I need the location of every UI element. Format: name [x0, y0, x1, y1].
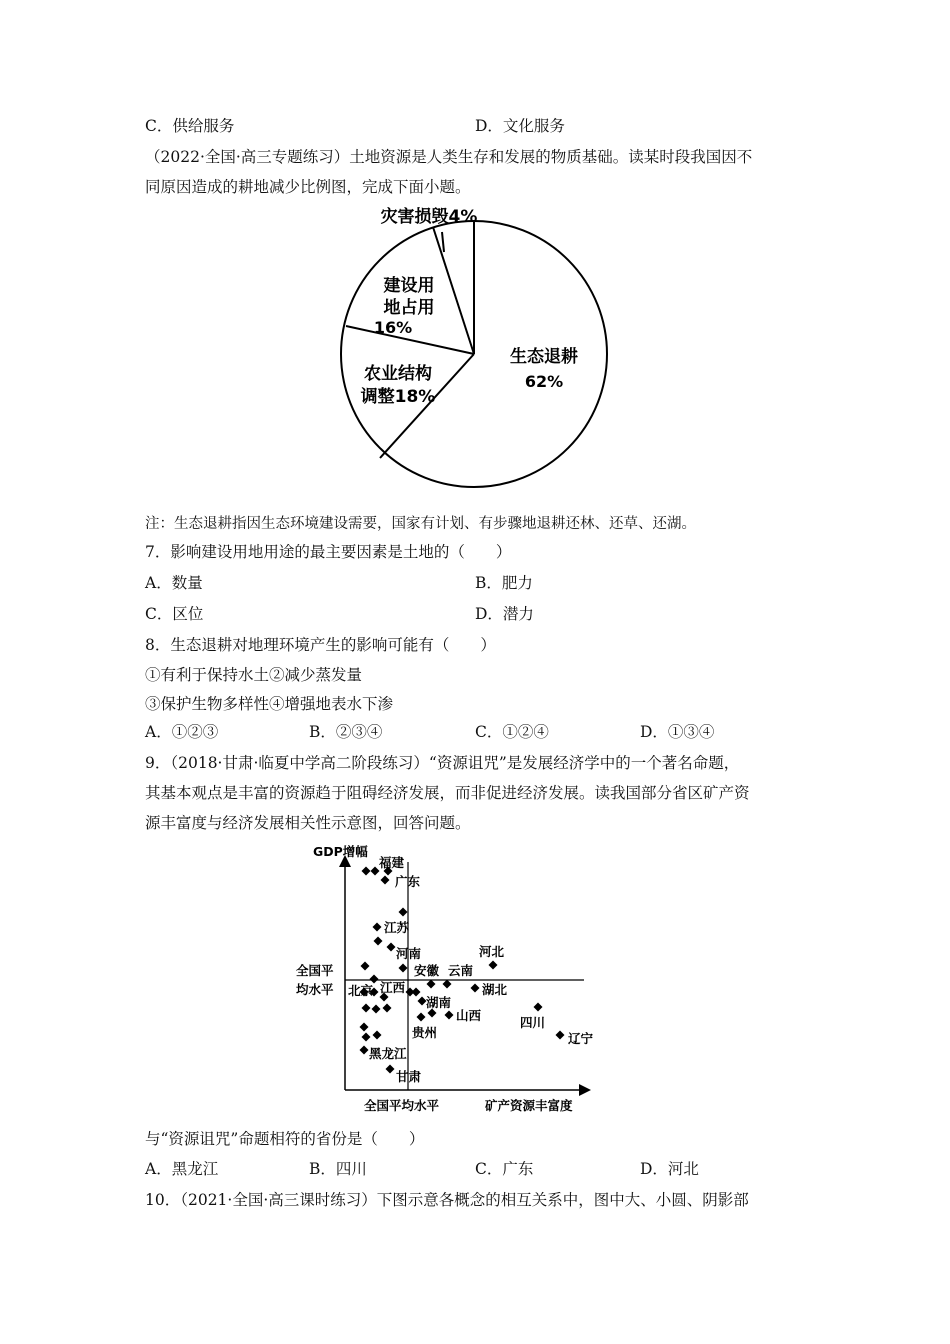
data-point-marker: [362, 867, 371, 876]
q9-line-1: 9．（2018·甘肃·临夏中学高二阶段练习）“资源诅咒”是发展经济学中的一个著名命题，: [145, 754, 740, 772]
data-point-marker: [360, 1023, 369, 1032]
q9-option-d[interactable]: D．河北: [640, 1160, 699, 1178]
q9-line-3: 源丰富度与经济发展相关性示意图，回答问题。: [145, 814, 471, 832]
q8-statement-2: ③保护生物多样性④增强地表水下渗: [145, 695, 394, 713]
data-point-marker: [427, 980, 436, 989]
data-point-marker: [417, 1013, 426, 1022]
intro-line-1: （2022·全国·高三专题练习）土地资源是人类生存和发展的物质基础。读某时段我国因不: [145, 148, 753, 166]
data-point-marker: [445, 1011, 454, 1020]
intro-line-2: 同原因造成的耕地减少比例图，完成下面小题。: [145, 178, 471, 196]
q8-option-c[interactable]: C．①②④: [475, 723, 549, 741]
data-point-marker: [362, 1004, 371, 1013]
pie-label-eco-pct: 62%: [524, 372, 564, 391]
data-point-marker: [374, 937, 383, 946]
data-point-marker: [372, 1005, 381, 1014]
q8-statement-1: ①有利于保持水土②减少蒸发量: [145, 666, 363, 684]
pie-label-disaster: 灾害损毁4%: [380, 207, 478, 227]
data-point-marker: [412, 988, 421, 997]
q7-option-d[interactable]: D．潜力: [475, 605, 534, 623]
data-point-marker: [387, 943, 396, 952]
label-fujian: 福建: [379, 855, 405, 870]
q9-option-b[interactable]: B．四川: [309, 1160, 367, 1178]
q9-line-2: 其基本观点是丰富的资源趋于阻碍经济发展，而非促进经济发展。读我国部分省区矿产资: [145, 784, 750, 802]
x-ref-label: 全国平均水平: [364, 1098, 440, 1113]
q8-stem: 8．生态退耕对地理环境产生的影响可能有（ ）: [145, 636, 496, 654]
pie-divider-disaster: [433, 227, 474, 354]
pie-label-eco: 生态退耕: [510, 347, 578, 367]
pie-label-construct-2: 地占用: [383, 298, 435, 318]
q9-option-c[interactable]: C．广东: [475, 1160, 534, 1178]
q7-stem: 7．影响建设用地用途的最主要因素是土地的（ ）: [145, 543, 512, 561]
data-point-marker: [399, 908, 408, 917]
data-point-marker: [386, 1065, 395, 1074]
data-point-marker: [556, 1031, 565, 1040]
data-point-marker: [383, 1004, 392, 1013]
data-point-marker: [373, 1031, 382, 1040]
x-axis-title: 矿产资源丰富度: [485, 1098, 573, 1113]
y-ref-label-2: 均水平: [296, 982, 334, 997]
disaster-leader-line: [442, 232, 444, 252]
data-point-marker: [373, 923, 382, 932]
q8-option-b[interactable]: B．②③④: [309, 723, 383, 741]
data-point-marker: [360, 1046, 369, 1055]
prev-option-d[interactable]: D．文化服务: [475, 117, 565, 135]
pie-note: 注：生态退耕指因生态环境建设需要，国家有计划、有步骤地退耕还林、还草、还湖。: [145, 516, 696, 532]
y-ref-label-1: 全国平: [296, 963, 334, 978]
resource-curse-scatter: [290, 838, 610, 1123]
q8-option-a[interactable]: A．①②③: [145, 723, 219, 741]
label-heilongjiang: 黑龙江: [369, 1046, 407, 1061]
label-yunnan: 云南: [448, 963, 474, 978]
label-sichuan: 四川: [520, 1015, 546, 1030]
data-point-marker: [362, 1033, 371, 1042]
label-hubei: 湖北: [482, 982, 508, 997]
pie-label-construct-pct: 16%: [373, 318, 413, 337]
label-gansu: 甘肃: [396, 1069, 422, 1084]
label-jiangsu: 江苏: [384, 920, 410, 935]
pie-label-agri: 农业结构: [364, 364, 432, 384]
q7-option-c[interactable]: C．区位: [145, 605, 204, 623]
data-point-marker: [471, 984, 480, 993]
label-jiangxi: 江西: [380, 980, 406, 995]
data-point-marker: [361, 962, 370, 971]
pie-label-agri-pct: 调整18%: [360, 387, 436, 407]
data-point-marker: [381, 876, 390, 885]
prev-option-c[interactable]: C．供给服务: [145, 117, 235, 135]
q8-option-d[interactable]: D．①③④: [640, 723, 715, 741]
q7-option-a[interactable]: A．数量: [145, 574, 203, 592]
q9-stem: 与“资源诅咒”命题相符的省份是（ ）: [145, 1130, 425, 1148]
q9-option-a[interactable]: A．黑龙江: [145, 1160, 219, 1178]
label-henan: 河南: [396, 946, 422, 961]
label-hunan: 湖南: [426, 995, 452, 1010]
label-guangdong: 广东: [395, 874, 421, 889]
data-point-marker: [443, 980, 452, 989]
q10-line-1: 10．（2021·全国·高三课时练习）下图示意各概念的相互关系中，图中大、小圆、阴影部: [145, 1191, 749, 1209]
y-axis-title: GDP增幅: [313, 844, 368, 859]
q7-option-b[interactable]: B．肥力: [475, 574, 533, 592]
data-point-marker: [399, 964, 408, 973]
label-anhui: 安徽: [414, 963, 440, 978]
label-hebei: 河北: [479, 944, 505, 959]
pie-chart: [330, 200, 630, 505]
pie-label-construct: 建设用: [383, 276, 435, 296]
label-guizhou: 贵州: [412, 1025, 438, 1040]
data-point-marker: [489, 961, 498, 970]
label-shanxi: 山西: [456, 1008, 482, 1023]
label-liaoning: 辽宁: [568, 1031, 594, 1046]
data-point-marker: [534, 1003, 543, 1012]
label-beijing: 北京: [348, 983, 374, 998]
